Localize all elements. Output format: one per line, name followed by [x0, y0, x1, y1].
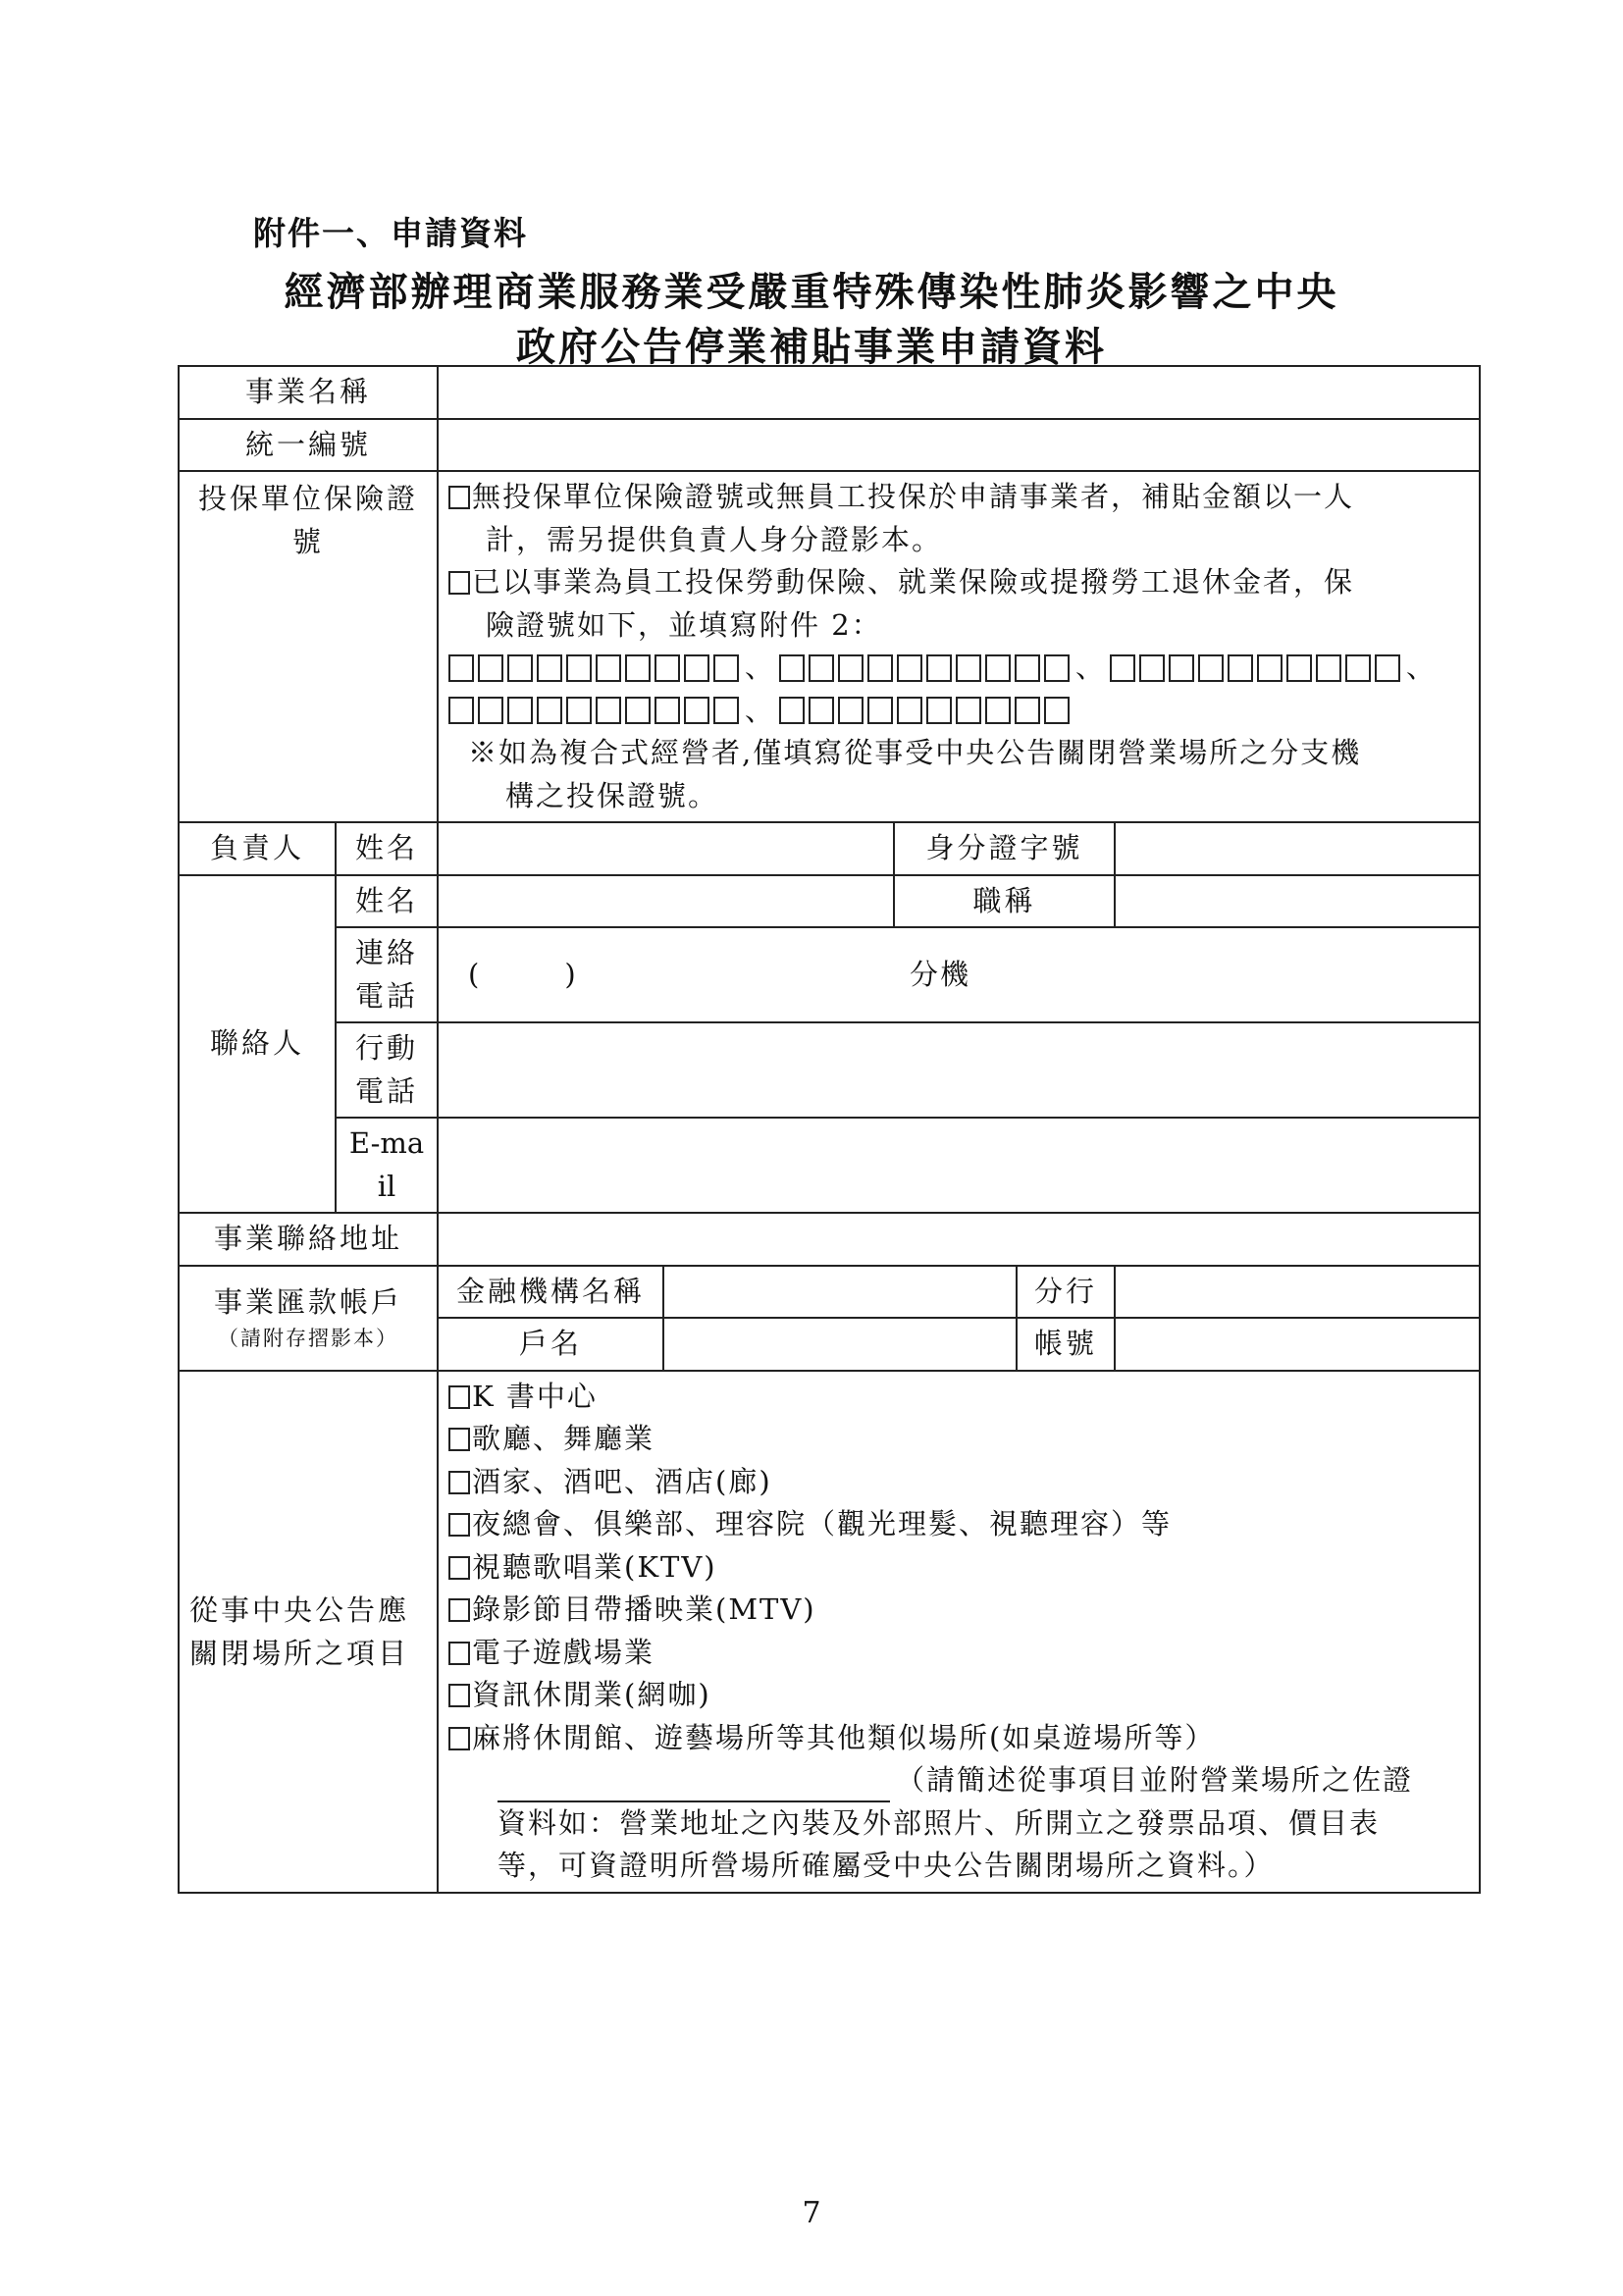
insurance-digit-box[interactable]	[956, 654, 981, 682]
insurance-digit-box[interactable]	[596, 654, 621, 682]
mobile-field[interactable]	[438, 1022, 1480, 1118]
account-number-label: 帳號	[1017, 1318, 1115, 1371]
insurance-digit-box[interactable]	[448, 697, 474, 724]
category-checkbox[interactable]	[448, 1471, 470, 1494]
insurance-digit-box[interactable]	[448, 654, 474, 682]
category-checkbox[interactable]	[448, 1642, 470, 1665]
category-option[interactable]	[448, 1589, 1469, 1632]
insurance-digit-box[interactable]	[838, 654, 864, 682]
category-checkbox[interactable]	[448, 1513, 470, 1537]
owner-name-field[interactable]	[438, 822, 894, 875]
insurance-digit-box[interactable]	[1110, 654, 1135, 682]
insurance-digit-box[interactable]	[809, 654, 834, 682]
insurance-digit-box[interactable]	[537, 654, 562, 682]
insurance-digit-box[interactable]	[897, 697, 922, 724]
insurance-digit-box[interactable]	[1169, 654, 1194, 682]
insurance-number-boxes-row[interactable]	[448, 690, 1469, 733]
insurance-note-cont: 構之投保證號。	[505, 778, 719, 812]
insurance-separator: 、	[745, 651, 774, 684]
insurance-digit-box[interactable]	[809, 697, 834, 724]
category-option-label: 電子遊戲場業	[472, 1635, 655, 1669]
insurance-digit-box[interactable]	[838, 697, 864, 724]
insurance-digit-box[interactable]	[713, 697, 739, 724]
category-checkbox[interactable]	[448, 1684, 470, 1707]
category-checkbox[interactable]	[448, 1598, 470, 1622]
address-field[interactable]	[438, 1213, 1480, 1266]
category-description-cont: 資料如：營業地址之內裝及外部照片、所開立之發票品項、價目表	[497, 1805, 1381, 1840]
account-name-label: 戶名	[438, 1318, 663, 1371]
bank-account-label: 事業匯款帳戶 （請附存摺影本）	[179, 1266, 438, 1371]
application-form	[178, 365, 1481, 1894]
insurance-option1-text-cont: 計，需另提供負責人身分證影本。	[486, 522, 943, 556]
insurance-number-label: 投保單位保險證號	[179, 471, 438, 822]
insurance-number-boxes-row[interactable]	[448, 647, 1469, 690]
insurance-digit-box[interactable]	[926, 697, 952, 724]
insurance-digit-box[interactable]	[478, 654, 503, 682]
insurance-digit-box[interactable]	[956, 697, 981, 724]
insurance-digit-box[interactable]	[1257, 654, 1283, 682]
extension-label: 分機	[910, 957, 971, 991]
has-insurance-checkbox[interactable]	[448, 571, 470, 595]
category-option-label: 資訊休閒業(網咖)	[472, 1678, 711, 1711]
insurance-digit-box[interactable]	[867, 697, 893, 724]
owner-id-field[interactable]	[1115, 822, 1480, 875]
insurance-digit-box[interactable]	[566, 654, 592, 682]
insurance-digit-box[interactable]	[1015, 697, 1040, 724]
branch-field[interactable]	[1115, 1266, 1480, 1319]
unified-number-field[interactable]	[438, 419, 1480, 472]
category-option-label: 歌廳、舞廳業	[472, 1422, 655, 1455]
category-list	[448, 1376, 1469, 1760]
category-option-label: 錄影節目帶播映業(MTV)	[472, 1592, 816, 1626]
insurance-digit-box[interactable]	[1345, 654, 1371, 682]
insurance-digit-box[interactable]	[897, 654, 922, 682]
insurance-digit-box[interactable]	[625, 654, 651, 682]
insurance-digit-box[interactable]	[985, 654, 1011, 682]
insurance-digit-box[interactable]	[1375, 654, 1400, 682]
page-title-line1: 經濟部辦理商業服務業受嚴重特殊傳染性肺炎影響之中央	[284, 269, 1339, 315]
insurance-number-cell	[438, 471, 1480, 822]
address-label: 事業聯絡地址	[179, 1213, 438, 1266]
insurance-digit-box[interactable]	[566, 697, 592, 724]
category-option[interactable]	[448, 1717, 1469, 1760]
category-option[interactable]	[448, 1503, 1469, 1546]
area-code-parens: ( )	[468, 957, 576, 991]
page-number: 7	[802, 2196, 821, 2230]
category-description-cont: 等，可資證明所營場所確屬受中央公告關閉場所之資料。）	[497, 1849, 1275, 1882]
category-option[interactable]	[448, 1674, 1469, 1717]
email-label: E-ma il	[336, 1118, 438, 1213]
category-option-label: 視聽歌唱業(KTV)	[472, 1549, 717, 1584]
insurance-digit-box[interactable]	[654, 697, 680, 724]
account-name-field[interactable]	[663, 1318, 1017, 1371]
business-name-field[interactable]	[438, 366, 1480, 419]
owner-label: 負責人	[179, 822, 336, 875]
insurance-digit-box[interactable]	[779, 697, 805, 724]
owner-id-label: 身分證字號	[894, 822, 1115, 875]
category-option-label: K 書中心	[472, 1379, 598, 1413]
insurance-separator: 、	[745, 693, 774, 727]
contact-label: 聯絡人	[179, 875, 336, 1214]
unified-number-label: 統一編號	[179, 419, 438, 472]
contact-name-field[interactable]	[438, 875, 894, 928]
category-checkbox[interactable]	[448, 1428, 470, 1451]
insurance-digit-box[interactable]	[684, 697, 709, 724]
category-option[interactable]	[448, 1418, 1469, 1461]
attachment-label: 附件一、申請資料	[253, 214, 528, 252]
phone-field[interactable]	[438, 927, 1480, 1022]
insurance-digit-box[interactable]	[1198, 654, 1224, 682]
page-title-line2: 政府公告停業補貼事業申請資料	[516, 324, 1107, 370]
category-option-label: 夜總會、俱樂部、理容院（觀光理髮、視聽理容）等	[472, 1507, 1173, 1540]
contact-title-field[interactable]	[1115, 875, 1480, 928]
category-checkbox[interactable]	[448, 1556, 470, 1580]
mobile-label: 行動 電話	[336, 1022, 438, 1118]
description-blank[interactable]	[497, 1775, 890, 1802]
phone-label: 連絡 電話	[336, 927, 438, 1022]
insurance-digit-box[interactable]	[684, 654, 709, 682]
category-option-label: 酒家、酒吧、酒店(廊)	[472, 1464, 772, 1498]
insurance-digit-box[interactable]	[1286, 654, 1312, 682]
closed-venue-category-cell	[438, 1371, 1480, 1893]
insurance-digit-box[interactable]	[1044, 654, 1070, 682]
insurance-option2-text-cont: 險證號如下，並填寫附件 2：	[486, 607, 882, 642]
insurance-digit-box[interactable]	[596, 697, 621, 724]
category-option[interactable]	[448, 1546, 1469, 1590]
insurance-digit-box[interactable]	[1316, 654, 1341, 682]
contact-name-label: 姓名	[336, 875, 438, 928]
category-checkbox[interactable]	[448, 1385, 470, 1409]
email-field[interactable]	[438, 1118, 1480, 1213]
insurance-digit-box[interactable]	[625, 697, 651, 724]
insurance-digit-box[interactable]	[779, 654, 805, 682]
insurance-separator: 、	[1075, 651, 1105, 684]
insurance-digit-box[interactable]	[1044, 697, 1070, 724]
insurance-digit-box[interactable]	[537, 697, 562, 724]
insurance-note: ※如為複合式經營者,僅填寫從事受中央公告關閉營業場所之分支機	[468, 736, 1362, 769]
category-checkbox[interactable]	[448, 1727, 470, 1750]
insurance-digit-box[interactable]	[654, 654, 680, 682]
bank-name-label: 金融機構名稱	[438, 1266, 663, 1319]
insurance-digit-box[interactable]	[1015, 654, 1040, 682]
insurance-digit-box[interactable]	[1139, 654, 1165, 682]
contact-title-label: 職稱	[894, 875, 1115, 928]
insurance-digit-box[interactable]	[507, 697, 533, 724]
branch-label: 分行	[1017, 1266, 1115, 1319]
closed-venue-category-label: 從事中央公告應 關閉場所之項目	[179, 1371, 438, 1893]
insurance-option2-text: 已以事業為員工投保勞動保險、就業保險或提撥勞工退休金者，保	[472, 565, 1355, 599]
insurance-option1-text: 無投保單位保險證號或無員工投保於申請事業者，補貼金額以一人	[472, 480, 1355, 513]
insurance-digit-box[interactable]	[713, 654, 739, 682]
category-description-line: （請簡述從事項目並附營業場所之佐證	[448, 1759, 1469, 1802]
insurance-digit-box[interactable]	[507, 654, 533, 682]
insurance-digit-box[interactable]	[478, 697, 503, 724]
account-number-field[interactable]	[1115, 1318, 1480, 1371]
category-option-label: 麻將休閒館、遊藝場所等其他類似場所(如桌遊場所等）	[472, 1720, 1216, 1754]
insurance-separator: 、	[1406, 651, 1436, 684]
insurance-digit-box[interactable]	[926, 654, 952, 682]
category-option[interactable]	[448, 1376, 1469, 1419]
insurance-digit-box[interactable]	[867, 654, 893, 682]
category-option[interactable]	[448, 1461, 1469, 1504]
owner-name-label: 姓名	[336, 822, 438, 875]
bank-account-note: （請附存摺影本）	[218, 1327, 398, 1350]
insurance-digit-box[interactable]	[1228, 654, 1253, 682]
business-name-label: 事業名稱	[179, 366, 438, 419]
insurance-digit-box[interactable]	[985, 697, 1011, 724]
no-insurance-checkbox[interactable]	[448, 486, 470, 509]
bank-name-field[interactable]	[663, 1266, 1017, 1319]
category-option[interactable]	[448, 1632, 1469, 1675]
